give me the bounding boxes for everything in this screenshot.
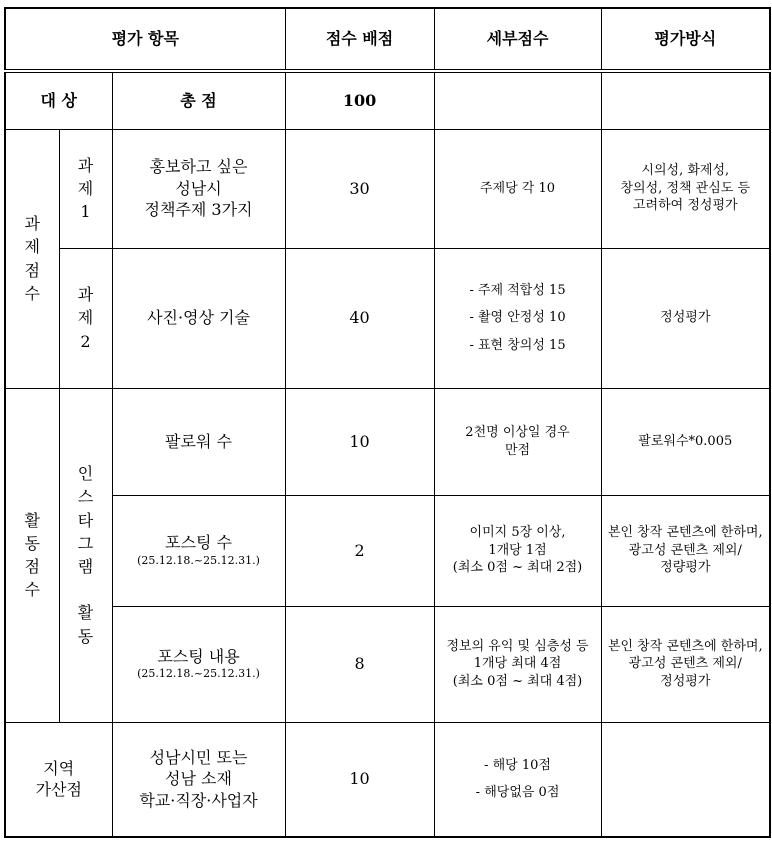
task-score: 40 xyxy=(285,248,434,388)
task-id: 과 제 1 xyxy=(59,129,112,248)
header-method: 평가방식 xyxy=(601,8,770,71)
activity-score: 2 xyxy=(285,495,434,606)
activity-score: 10 xyxy=(285,388,434,495)
activity-group-label: 활 동 점 수 xyxy=(5,388,59,722)
task-detail: - 주제 적합성 15 - 촬영 안정성 10 - 표현 창의성 15 xyxy=(434,248,601,388)
task-score: 30 xyxy=(285,129,434,248)
activity-item: 포스팅 수 (25.12.18.~25.12.31.) xyxy=(112,495,285,606)
total-row xyxy=(5,71,770,129)
task-row xyxy=(5,129,770,248)
task-method: 시의성, 화제성, 창의성, 정책 관심도 등 고려하여 정성평가 xyxy=(601,129,770,248)
activity-item: 팔로워 수 xyxy=(112,388,285,495)
regional-item: 성남시민 또는 성남 소재 학교·직장·사업자 xyxy=(112,722,285,837)
activity-score: 8 xyxy=(285,606,434,722)
task-id: 과 제 2 xyxy=(59,248,112,388)
activity-row xyxy=(5,495,770,606)
activity-row xyxy=(5,606,770,722)
task-item: 사진·영상 기술 xyxy=(112,248,285,388)
regional-detail: - 해당 10점 - 해당없음 0점 xyxy=(434,722,601,837)
header-detail: 세부점수 xyxy=(434,8,601,71)
header-score: 점수 배점 xyxy=(285,8,434,71)
activity-item: 포스팅 내용 (25.12.18.~25.12.31.) xyxy=(112,606,285,722)
total-label: 총 점 xyxy=(112,71,285,129)
activity-detail: 이미지 5장 이상, 1개당 1점 (최소 0점 ~ 최대 2점) xyxy=(434,495,601,606)
empty-cell xyxy=(601,71,770,129)
task-method: 정성평가 xyxy=(601,248,770,388)
regional-label: 지역 가산점 xyxy=(5,722,112,837)
task-group-label: 과 제 점 수 xyxy=(5,129,59,388)
regional-score: 10 xyxy=(285,722,434,837)
target-label: 대 상 xyxy=(5,71,112,129)
activity-method: 본인 창작 콘텐츠에 한하며, 광고성 콘텐츠 제외/ 정성평가 xyxy=(601,606,770,722)
total-score: 100 xyxy=(285,71,434,129)
task-detail: 주제당 각 10 xyxy=(434,129,601,248)
evaluation-table xyxy=(4,7,771,838)
activity-method: 팔로워수*0.005 xyxy=(601,388,770,495)
task-item: 홍보하고 싶은 성남시 정책주제 3가지 xyxy=(112,129,285,248)
header-item: 평가 항목 xyxy=(5,8,285,71)
activity-row xyxy=(5,388,770,495)
activity-detail: 2천명 이상일 경우 만점 xyxy=(434,388,601,495)
header-row xyxy=(5,8,770,71)
activity-detail: 정보의 유익 및 심층성 등 1개당 최대 4점 (최소 0점 ~ 최대 4점) xyxy=(434,606,601,722)
regional-row xyxy=(5,722,770,837)
task-row xyxy=(5,248,770,388)
activity-sub-label: 인 스 타 그 램 활 동 xyxy=(59,388,112,722)
activity-method: 본인 창작 콘텐츠에 한하며, 광고성 콘텐츠 제외/ 정량평가 xyxy=(601,495,770,606)
empty-cell xyxy=(434,71,601,129)
regional-method xyxy=(601,722,770,837)
